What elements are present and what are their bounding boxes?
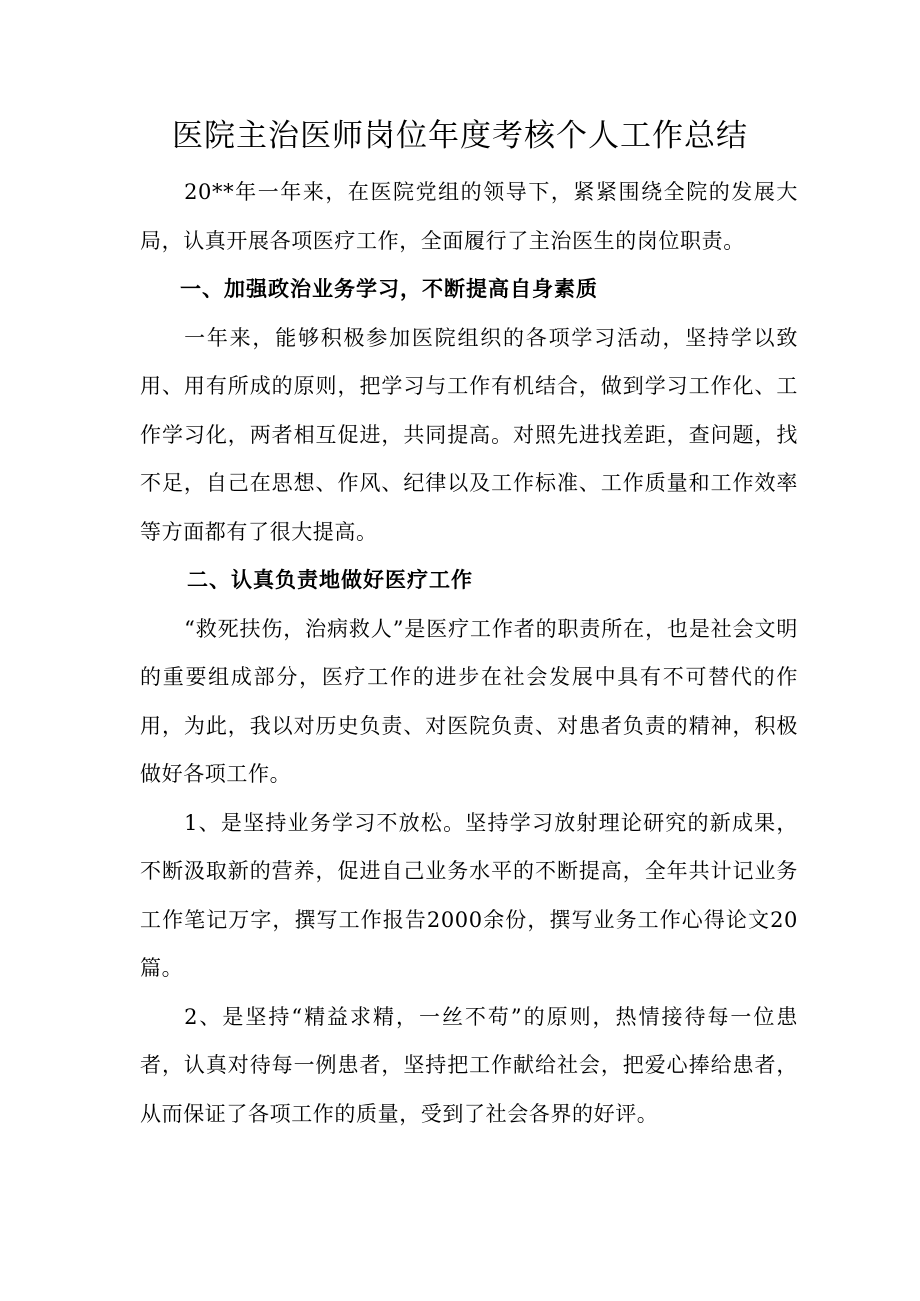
section-1-paragraph: 一年来，能够积极参加医院组织的各项学习活动，坚持学以致用、用有所成的原则，把学习与工作有机结合，做到学习工作化、工作学习化，两者相互促进，共同提高。对照先进找差距，查问题，找不足，自己在思想、作风、纪律以及工作标准、工作质量和工作效率等方面都有了很大提高。: [140, 325, 798, 544]
intro-paragraph: 20**年一年来，在医院党组的领导下，紧紧围绕全院的发展大局，认真开展各项医疗工作，全面履行了主治医生的岗位职责。: [140, 180, 798, 253]
section-2-item-2: 2、是坚持“精益求精，一丝不苟”的原则，热情接待每一位患者，认真对待每一例患者，坚持把工作献给社会，把爱心捧给患者，从而保证了各项工作的质量，受到了社会各界的好评。: [140, 1004, 798, 1126]
page-title: 医院主治医师岗位年度考核个人工作总结: [172, 118, 748, 154]
section-2-item-1: 1、是坚持业务学习不放松。坚持学习放射理论研究的新成果，不断汲取新的营养，促进自己业务水平的不断提高，全年共计记业务工作笔记万字，撰写工作报告2000余份，撰写业务工作心得论文20篇。: [140, 810, 798, 980]
section-2-paragraph: “救死扶伤，治病救人”是医疗工作者的职责所在，也是社会文明的重要组成部分，医疗工作的进步在社会发展中具有不可替代的作用，为此，我以对历史负责、对医院负责、对患者负责的精神，积极做好各项工作。: [140, 616, 798, 786]
document-body: [140, 168, 798, 1138]
section-2-heading: 二、认真负责地做好医疗工作: [187, 568, 473, 592]
section-1-heading: 一、加强政治业务学习，不断提高自身素质: [180, 277, 598, 301]
